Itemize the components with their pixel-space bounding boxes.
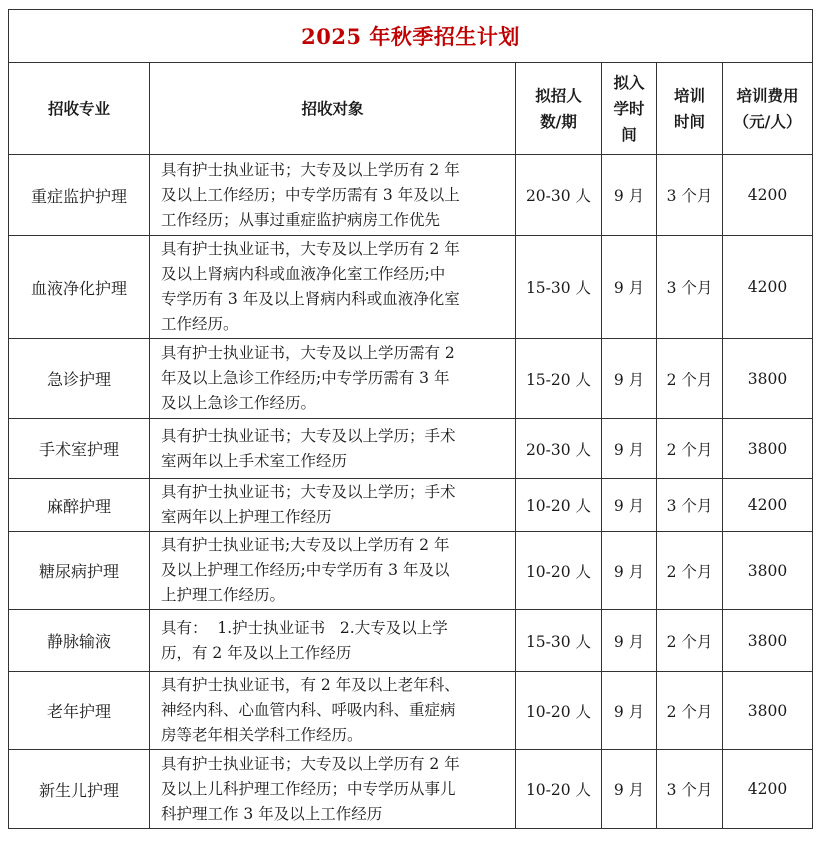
major-cell: 静脉输液 [9,610,150,672]
quota-cell: 10-20 人 [516,532,602,610]
start-cell: 9 月 [602,750,657,829]
target-line: 工作经历；从事过重症监护病房工作优先 [161,210,441,229]
target-cell [150,532,516,610]
major-cell: 急诊护理 [9,339,150,419]
target-line: 专学历有 3 年及以上肾病内科或血液净化室 [161,290,460,308]
fee-cell: 3800 [723,610,813,672]
target-cell [150,339,516,419]
quota-cell: 20-30 人 [516,419,602,479]
start-cell: 9 月 [602,672,657,750]
target-line: 神经内科、心血管内科、呼吸内科、重症病 [161,701,456,719]
header-fee [723,63,813,155]
duration-cell: 2 个月 [657,610,723,672]
header-duration [657,63,723,155]
quota-cell: 15-30 人 [516,610,602,672]
header-quota-line2: 数/期 [540,111,577,131]
header-quota [516,63,602,155]
header-start-line3: 间 [621,124,637,144]
quota-cell: 10-20 人 [516,479,602,532]
target-line: 具有护士执业证书；大专及以上学历有 2 年 [161,160,460,179]
target-line: 及以上儿科护理工作经历；中专学历从事儿 [161,779,456,798]
fee-cell: 4200 [723,479,813,532]
target-line: 房等老年相关学科工作经历。 [161,726,363,744]
target-cell [150,236,516,339]
fee-cell: 4200 [723,155,813,236]
start-cell: 9 月 [602,532,657,610]
target-line: 具有护士执业证书；大专及以上学历；手术 [161,483,456,501]
target-line: 科护理工作 3 年及以上工作经历 [161,804,383,823]
header-start-line2: 学时 [613,98,645,118]
target-line: 工作经历。 [161,315,239,333]
duration-cell: 2 个月 [657,339,723,419]
duration-cell: 3 个月 [657,750,723,829]
header-duration-line2: 时间 [673,111,705,131]
duration-cell: 3 个月 [657,479,723,532]
enrollment-plan-document [8,9,812,829]
major-cell: 新生儿护理 [9,750,150,829]
header-fee-line2: （元/人） [733,111,802,131]
target-line: 具有护士执业证书，大专及以上学历有 2 年 [161,240,460,258]
table-row [9,339,813,419]
header-start-line1: 拟入 [613,72,645,92]
start-cell: 9 月 [602,339,657,419]
start-cell: 9 月 [602,419,657,479]
fee-cell: 3800 [723,419,813,479]
target-line: 具有护士执业证书；大专及以上学历；手术 [161,426,456,445]
start-cell: 9 月 [602,479,657,532]
fee-cell: 3800 [723,532,813,610]
target-cell [150,610,516,672]
target-cell [150,672,516,750]
header-quota-line1: 拟招人 [535,85,582,105]
target-line: 及以上护理工作经历;中专学历有 3 年及以 [161,561,450,579]
table-row [9,532,813,610]
table-row [9,750,813,829]
fee-cell: 4200 [723,236,813,339]
table-row [9,155,813,236]
target-line: 室两年以上手术室工作经历 [161,451,348,470]
duration-cell: 2 个月 [657,672,723,750]
quota-cell: 20-30 人 [516,155,602,236]
duration-cell: 2 个月 [657,419,723,479]
start-cell: 9 月 [602,236,657,339]
start-cell: 9 月 [602,610,657,672]
start-cell: 9 月 [602,155,657,236]
table-row [9,672,813,750]
major-cell: 糖尿病护理 [9,532,150,610]
major-cell: 麻醉护理 [9,479,150,532]
duration-cell: 3 个月 [657,155,723,236]
title-row [9,10,813,63]
target-line: 历，有 2 年及以上工作经历 [161,643,352,662]
major-cell: 手术室护理 [9,419,150,479]
target-line: 及以上工作经历；中专学历需有 3 年及以上 [161,185,460,204]
major-cell: 重症监护护理 [9,155,150,236]
fee-cell: 4200 [723,750,813,829]
target-line: 具有护士执业证书，有 2 年及以上老年科、 [161,676,460,694]
header-row [9,63,813,155]
target-line: 具有护士执业证书；大专及以上学历有 2 年 [161,754,460,773]
table-row [9,610,813,672]
header-target: 招收对象 [150,63,516,155]
target-line: 及以上急诊工作经历。 [161,394,317,412]
fee-cell: 3800 [723,672,813,750]
enrollment-plan-table [8,9,813,829]
target-cell [150,479,516,532]
table-title: 2025 年秋季招生计划 [9,10,813,63]
target-line: 具有： 1.护士执业证书 2.大专及以上学 [161,618,448,637]
target-cell [150,419,516,479]
header-start-time [602,63,657,155]
duration-cell: 2 个月 [657,532,723,610]
major-cell: 老年护理 [9,672,150,750]
table-row [9,236,813,339]
target-line: 具有护士执业证书;大专及以上学历有 2 年 [161,536,450,554]
quota-cell: 15-20 人 [516,339,602,419]
table-row [9,419,813,479]
target-line: 上护理工作经历。 [161,586,286,604]
quota-cell: 15-30 人 [516,236,602,339]
target-line: 及以上肾病内科或血液净化室工作经历;中 [161,265,446,283]
major-cell: 血液净化护理 [9,236,150,339]
header-major: 招收专业 [9,63,150,155]
target-cell [150,155,516,236]
header-fee-line1: 培训费用 [736,85,799,105]
duration-cell: 3 个月 [657,236,723,339]
fee-cell: 3800 [723,339,813,419]
quota-cell: 10-20 人 [516,672,602,750]
table-row [9,479,813,532]
quota-cell: 10-20 人 [516,750,602,829]
target-line: 年及以上急诊工作经历;中专学历需有 3 年 [161,369,450,387]
header-duration-line1: 培训 [673,85,705,105]
target-line: 室两年以上护理工作经历 [161,508,332,526]
target-cell [150,750,516,829]
target-line: 具有护士执业证书，大专及以上学历需有 2 [161,344,455,362]
